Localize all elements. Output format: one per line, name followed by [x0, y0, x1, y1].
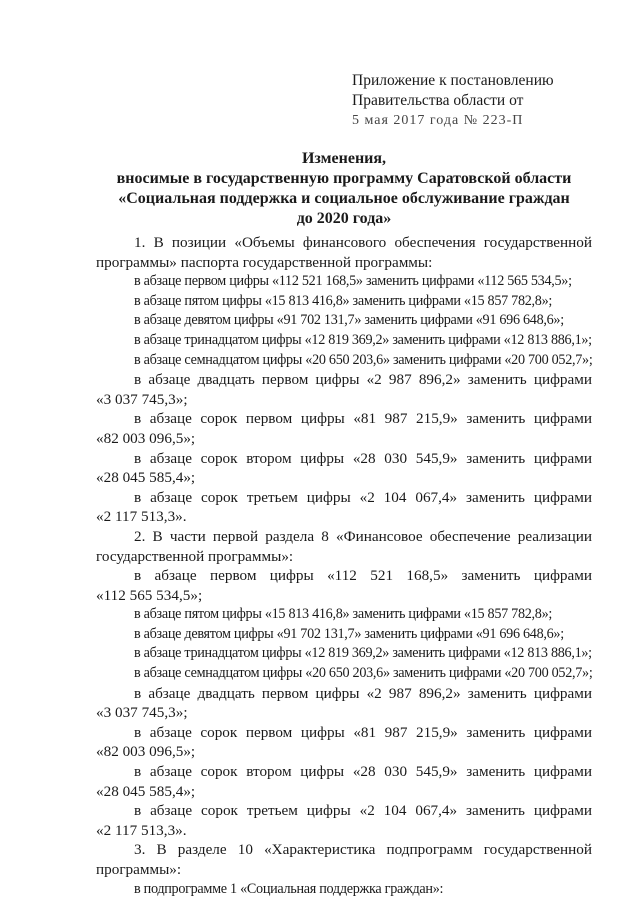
section-1-wrapped-line: в абзаце двадцать первом цифры «2 987 896,2» заменить цифрами: [134, 371, 592, 389]
appendix-date-line: 5 мая 2017 года № 223-П: [352, 113, 524, 128]
title-line-2: вносимые в государственную программу Саратовской области: [116, 170, 572, 187]
section-1-item: в абзаце семнадцатом цифры «20 650 203,6» заменить цифрами «20 700 052,7»;: [134, 351, 593, 368]
title-line-1: Изменения,: [301, 150, 387, 167]
section-1-wrapped-tail: «28 045 585,4»;: [96, 469, 196, 487]
section-2-item: в абзаце девятом цифры «91 702 131,7» заменить цифрами «91 696 648,6»;: [134, 625, 564, 642]
section-1-item: в абзаце девятом цифры «91 702 131,7» заменить цифрами «91 696 648,6»;: [134, 312, 564, 329]
section-2-intro: 2. В части первой раздела 8 «Финансовое обеспечение реализации государственной программы»:: [96, 527, 592, 565]
section-2-wrapped-line: в абзаце первом цифры «112 521 168,5» заменить цифрами: [134, 567, 592, 585]
section-3-subprogram: в подпрограмме 1 «Социальная поддержка граждан»:: [134, 880, 444, 897]
appendix-line-2: Правительства области от: [352, 92, 524, 109]
document-body: [96, 233, 592, 899]
section-2-item: в абзаце семнадцатом цифры «20 650 203,6» заменить цифрами «20 700 052,7»;: [134, 665, 593, 682]
document-title: [96, 149, 592, 229]
section-1-item: в абзаце пятом цифры «15 813 416,8» заменить цифрами «15 857 782,8»;: [134, 292, 553, 309]
section-2-wrapped-tail: «3 037 745,3»;: [96, 704, 188, 722]
section-1-wrapped-line: в абзаце сорок первом цифры «81 987 215,9» заменить цифрами: [134, 410, 592, 428]
section-2-wrapped-line: в абзаце сорок втором цифры «28 030 545,9» заменить цифрами: [134, 763, 592, 781]
title-line-3: «Социальная поддержка и социальное обслуживание граждан: [118, 190, 570, 207]
section-1-item: в абзаце тринадцатом цифры «12 819 369,2» заменить цифрами «12 813 886,1»;: [134, 331, 592, 348]
section-2-wrapped-line: в абзаце сорок первом цифры «81 987 215,9» заменить цифрами: [134, 723, 592, 741]
section-2-wrapped-line: в абзаце сорок третьем цифры «2 104 067,4» заменить цифрами: [134, 802, 592, 820]
appendix-line-1: Приложение к постановлению: [352, 72, 554, 89]
section-2-wrapped-tail: «112 565 534,5»;: [96, 586, 203, 604]
section-2-wrapped-tail: «82 003 096,5»;: [96, 743, 196, 761]
section-2-wrapped-tail: «2 117 513,3».: [96, 821, 187, 839]
section-2-item: в абзаце тринадцатом цифры «12 819 369,2» заменить цифрами «12 813 886,1»;: [134, 645, 592, 662]
section-2-wrapped-line: в абзаце двадцать первом цифры «2 987 896,2» заменить цифрами: [134, 684, 592, 702]
section-2-wrapped-tail: «28 045 585,4»;: [96, 782, 196, 800]
section-1-wrapped-tail: «3 037 745,3»;: [96, 390, 188, 408]
section-3-intro: 3. В разделе 10 «Характеристика подпрограмм государственной программы»:: [96, 841, 592, 878]
appendix-header: [352, 71, 554, 131]
section-1-wrapped-tail: «2 117 513,3».: [96, 508, 187, 526]
section-1-wrapped-line: в абзаце сорок третьем цифры «2 104 067,4» заменить цифрами: [134, 488, 592, 506]
section-1-wrapped-tail: «82 003 096,5»;: [96, 429, 196, 447]
title-line-4: до 2020 года»: [296, 210, 392, 227]
section-1-wrapped-line: в абзаце сорок втором цифры «28 030 545,9» заменить цифрами: [134, 449, 592, 467]
section-2-item: в абзаце пятом цифры «15 813 416,8» заменить цифрами «15 857 782,8»;: [134, 606, 553, 623]
section-1-intro: 1. В позиции «Объемы финансового обеспечения государственной программы» паспорта государственной программы:: [96, 234, 592, 271]
section-1-item: в абзаце первом цифры «112 521 168,5» заменить цифрами «112 565 534,5»;: [134, 273, 572, 290]
